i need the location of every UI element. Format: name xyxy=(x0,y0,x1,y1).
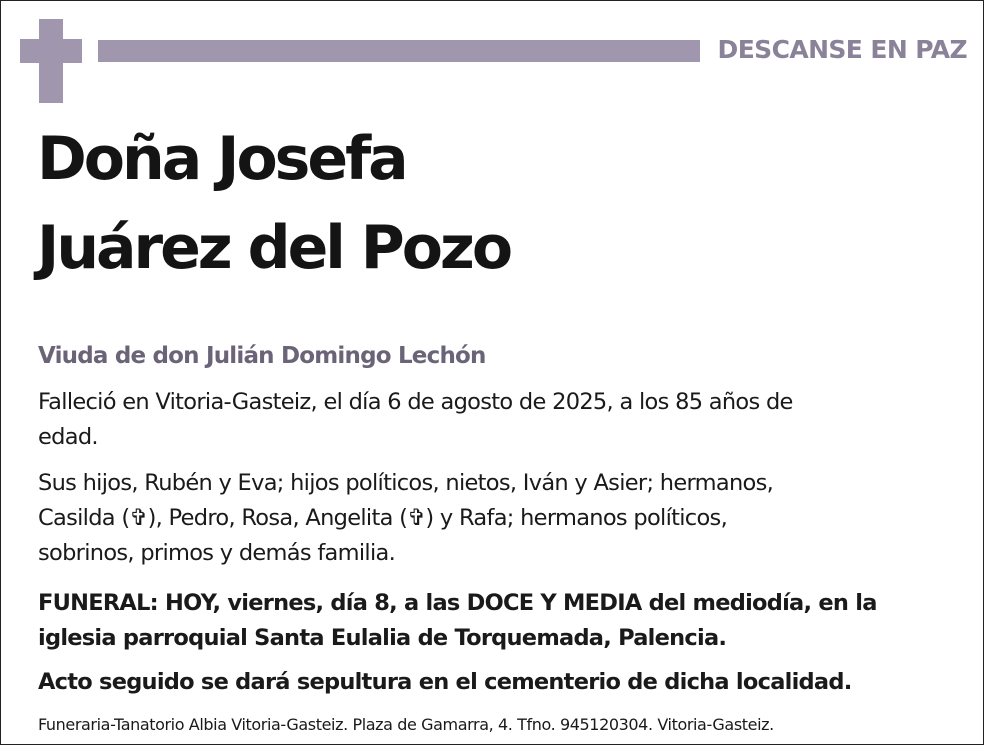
family-line1: Sus hijos, Rubén y Eva; hijos políticos, nietos, Iván y Asier; hermanos, xyxy=(38,470,774,496)
header-rule xyxy=(98,40,700,62)
death-notice-line1: Falleció en Vitoria-Gasteiz, el día 6 de agosto de 2025, a los 85 años de xyxy=(38,389,793,415)
death-notice-line2: edad. xyxy=(38,424,98,450)
deceased-name xyxy=(37,115,510,293)
deceased-name-line2: Juárez del Pozo xyxy=(37,213,511,283)
relation-line: Viuda de don Julián Domingo Lechón xyxy=(38,343,486,369)
cross-horizontal-bar xyxy=(20,39,82,63)
funeral-home-footer: Funeraria-Tanatorio Albia Vitoria-Gasteiz. Plaza de Gamarra, 4. Tfno. 945120304. Vitoria-Gasteiz. xyxy=(38,715,774,734)
funeral-line1: FUNERAL: HOY, viernes, día 8, a las DOCE Y MEDIA del mediodía, en la xyxy=(38,590,877,616)
deceased-name-line1: Doña Josefa xyxy=(37,124,406,194)
family-paragraph xyxy=(38,466,963,571)
funeral-paragraph xyxy=(38,586,963,656)
family-line2: Casilda (✞), Pedro, Rosa, Angelita (✞) y Rafa; hermanos políticos, xyxy=(38,505,728,531)
funeral-line2: iglesia parroquial Santa Eulalia de Torquemada, Palencia. xyxy=(38,625,727,651)
latin-cross-icon xyxy=(20,19,82,103)
death-notice-paragraph xyxy=(38,385,963,455)
family-line3: sobrinos, primos y demás familia. xyxy=(38,540,396,566)
header-label: DESCANSE EN PAZ xyxy=(717,35,967,64)
burial-line: Acto seguido se dará sepultura en el cementerio de dicha localidad. xyxy=(38,669,852,695)
